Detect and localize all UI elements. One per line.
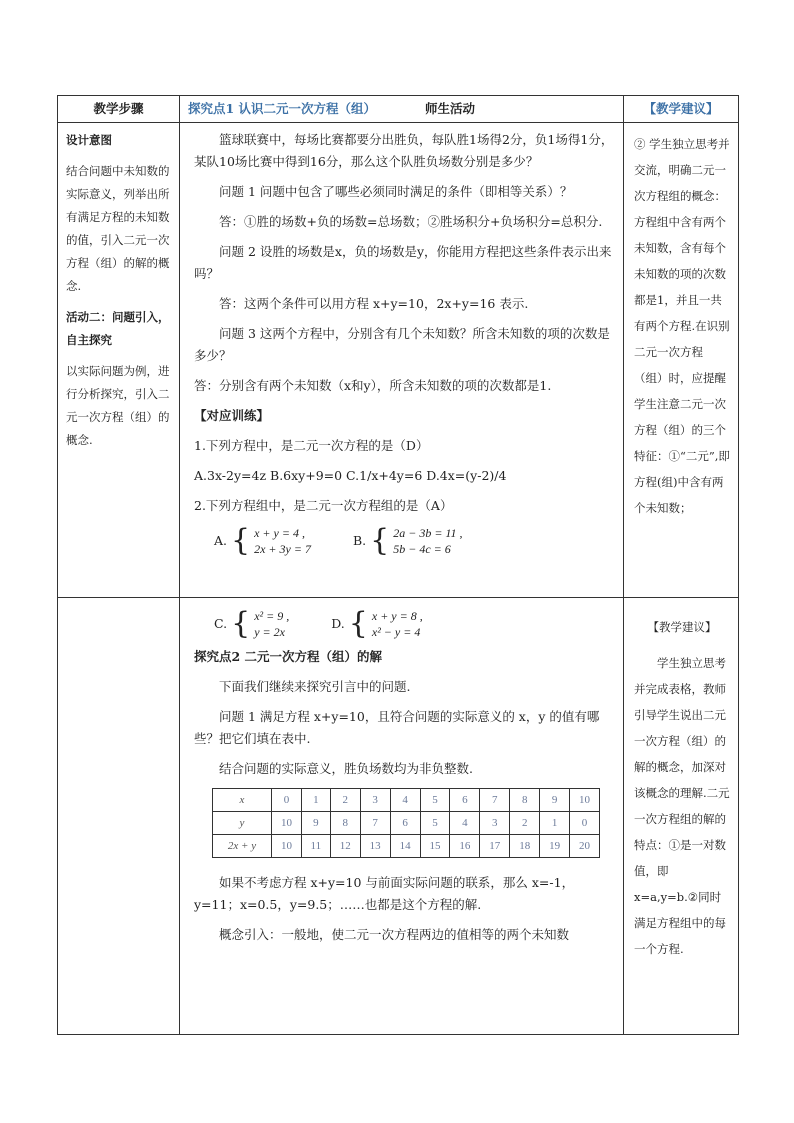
value-cell: 2 bbox=[510, 812, 540, 835]
training-2-options-cd bbox=[214, 608, 615, 640]
value-cell: 20 bbox=[570, 835, 600, 858]
option-a: A. { x + y = 4 , 2x + 3y = 7 bbox=[214, 523, 311, 558]
value-cell: 8 bbox=[510, 789, 540, 812]
value-cell: 6 bbox=[390, 812, 420, 835]
design-intent-cell-2 bbox=[58, 598, 180, 1035]
advice-text-2: 学生独立思考并完成表格，教师引导学生说出二元一次方程（组）的解的概念，加深对该概念的理解.二元一次方程组的解的特点：①是一对数值，即 x=a,y=b.②同时满足方程组中的每一个方程. bbox=[634, 656, 730, 956]
value-cell: 3 bbox=[480, 812, 510, 835]
value-cell: 1 bbox=[540, 812, 570, 835]
section-2-question-1: 问题 1 满足方程 x+y=10，且符合问题的实际意义的 x，y 的值有哪些？把它们填在表中. bbox=[194, 709, 600, 746]
value-cell: 7 bbox=[480, 789, 510, 812]
design-intent-cell bbox=[58, 123, 180, 598]
advice-title-2: 【教学建议】 bbox=[647, 620, 717, 634]
advice-text-1: ② 学生独立思考并交流，明确二元一次方程组的概念：方程组中含有两个未知数，含有每个未知数的项的次数都是1，并且一共有两个方程.在识别二元一次方程（组）时，应提醒学生注意二元一次方程（组）的三个特征：①“二元”,即方程(组)中含有两个未知数； bbox=[634, 137, 730, 515]
lesson-row-1 bbox=[58, 123, 739, 598]
value-cell: 7 bbox=[360, 812, 390, 835]
brace-icon: { bbox=[370, 523, 390, 558]
header-activity-cell bbox=[180, 96, 624, 123]
training-1-options: A.3x-2y=4z B.6xy+9=0 C.1/x+4y=6 D.4x=(y-2)/4 bbox=[194, 468, 507, 483]
value-cell: 10 bbox=[570, 789, 600, 812]
header-row bbox=[58, 96, 739, 123]
question-3: 问题 3 这两个方程中，分别含有几个未知数？所含未知数的项的次数是多少？ bbox=[194, 326, 610, 363]
value-cell: 8 bbox=[330, 812, 360, 835]
question-1: 问题 1 问题中包含了哪些必须同时满足的条件（即相等关系）？ bbox=[219, 184, 573, 199]
section-2-note: 结合问题的实际意义，胜负场数均为非负整数. bbox=[219, 761, 473, 776]
value-cell: 10 bbox=[272, 812, 302, 835]
value-cell: 1 bbox=[301, 789, 330, 812]
advice-cell-1 bbox=[624, 123, 739, 598]
value-cell: 2 bbox=[330, 789, 360, 812]
brace-icon: { bbox=[348, 606, 368, 641]
value-cell: 4 bbox=[390, 789, 420, 812]
option-b: B. { 2a − 3b = 11 , 5b − 4c = 6 bbox=[352, 523, 463, 558]
value-cell: 17 bbox=[480, 835, 510, 858]
training-2: 2.下列方程组中，是二元一次方程组的是（A） bbox=[194, 498, 453, 513]
values-table bbox=[212, 788, 600, 858]
value-cell: 3 bbox=[360, 789, 390, 812]
value-cell: 9 bbox=[540, 789, 570, 812]
header-topic: 探究点1 认识二元一次方程（组） bbox=[188, 101, 377, 116]
option-d-eq1: x + y = 8 , bbox=[371, 609, 423, 623]
value-cell: 14 bbox=[390, 835, 420, 858]
lesson-table bbox=[57, 95, 739, 1035]
section-2-title: 探究点2 二元一次方程（组）的解 bbox=[194, 649, 383, 664]
values-row-x bbox=[213, 789, 600, 812]
header-step: 教学步骤 bbox=[58, 96, 180, 123]
advice-cell-2 bbox=[624, 598, 739, 1035]
activity-cell-1 bbox=[180, 123, 624, 598]
section-2-intro: 下面我们继续来探究引言中的问题. bbox=[219, 679, 411, 694]
value-cell: 0 bbox=[570, 812, 600, 835]
option-c-eq1: x² = 9 , bbox=[254, 609, 290, 623]
section-2-extension: 如果不考虑方程 x+y=10 与前面实际问题的联系，那么 x=-1，y=11；x=0.5，y=9.5；……也都是这个方程的解. bbox=[194, 875, 575, 912]
value-cell: 6 bbox=[450, 789, 480, 812]
option-d-eq2: x² − y = 4 bbox=[371, 625, 421, 639]
value-cell: 15 bbox=[420, 835, 450, 858]
training-2-options-ab bbox=[214, 525, 615, 557]
intent-text-2: 以实际问题为例，进行分析探究，引入二元一次方程（组）的概念. bbox=[66, 364, 170, 447]
value-cell: 18 bbox=[510, 835, 540, 858]
values-label-sum: 2x + y bbox=[213, 835, 272, 858]
brace-icon: { bbox=[231, 523, 251, 558]
section-2-concept: 概念引入：一般地，使二元一次方程两边的值相等的两个未知数 bbox=[219, 927, 570, 942]
option-b-eq2: 5b − 4c = 6 bbox=[393, 542, 451, 556]
value-cell: 5 bbox=[420, 812, 450, 835]
answer-1: 答：①胜的场数+负的场数=总场数；②胜场积分+负场积分=总积分. bbox=[219, 214, 603, 229]
value-cell: 0 bbox=[272, 789, 302, 812]
header-advice: 【教学建议】 bbox=[624, 96, 739, 123]
option-a-eq1: x + y = 4 , bbox=[254, 526, 305, 540]
option-a-eq2: 2x + 3y = 7 bbox=[254, 542, 311, 556]
option-b-eq1: 2a − 3b = 11 , bbox=[393, 526, 463, 540]
answer-2: 答：这两个条件可以用方程 x+y=10，2x+y=16 表示. bbox=[219, 296, 529, 311]
option-d: D. { x + y = 8 , x² − y = 4 bbox=[331, 606, 423, 641]
values-row-sum bbox=[213, 835, 600, 858]
value-cell: 9 bbox=[301, 812, 330, 835]
answer-3: 答：分别含有两个未知数（x和y），所含未知数的项的次数都是1. bbox=[194, 378, 552, 393]
activity-cell-2 bbox=[180, 598, 624, 1035]
value-cell: 10 bbox=[272, 835, 302, 858]
intent-text-1: 结合问题中未知数的实际意义，列举出所有满足方程的未知数的值，引入二元一次方程（组）的解的概念. bbox=[66, 164, 170, 293]
brace-icon: { bbox=[231, 606, 251, 641]
value-cell: 5 bbox=[420, 789, 450, 812]
training-title: 【对应训练】 bbox=[194, 408, 270, 423]
header-activity: 师生活动 bbox=[425, 101, 476, 116]
question-2: 问题 2 设胜的场数是x，负的场数是y，你能用方程把这些条件表示出来吗？ bbox=[194, 244, 612, 281]
values-row-y bbox=[213, 812, 600, 835]
value-cell: 12 bbox=[330, 835, 360, 858]
value-cell: 13 bbox=[360, 835, 390, 858]
intro-problem: 篮球联赛中，每场比赛都要分出胜负，每队胜1场得2分，负1场得1分，某队10场比赛中得到16分，那么这个队胜负场数分别是多少？ bbox=[194, 132, 614, 169]
option-c-eq2: y = 2x bbox=[254, 625, 285, 639]
values-label-y: y bbox=[213, 812, 272, 835]
value-cell: 16 bbox=[450, 835, 480, 858]
training-1: 1.下列方程中，是二元一次方程的是（D） bbox=[194, 438, 429, 453]
lesson-row-2 bbox=[58, 598, 739, 1035]
value-cell: 11 bbox=[301, 835, 330, 858]
value-cell: 4 bbox=[450, 812, 480, 835]
value-cell: 19 bbox=[540, 835, 570, 858]
values-label-x: x bbox=[213, 789, 272, 812]
option-c: C. { x² = 9 , y = 2x bbox=[214, 606, 290, 641]
activity-title: 活动二：问题引入，自主探究 bbox=[66, 310, 170, 347]
intent-title: 设计意图 bbox=[66, 133, 112, 147]
